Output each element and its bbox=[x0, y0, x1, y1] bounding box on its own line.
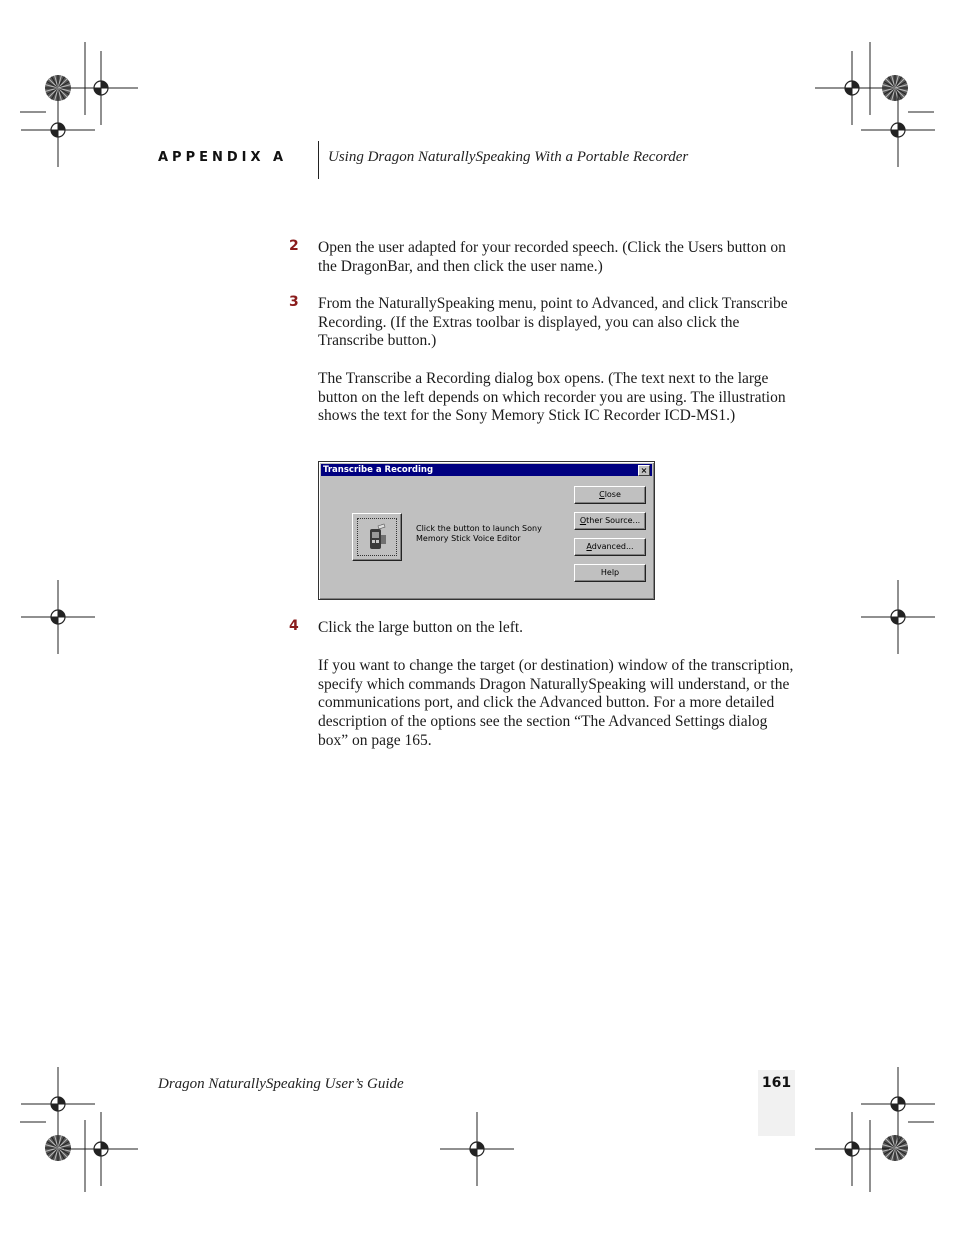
step-followup: If you want to change the target (or destination) window of the transcription, specify which commands Dragon NaturallySpeaking will understand, or the communications port, and click the Advanced button. For a more detailed description of the options see the section “The Advanced Settings dialog box” on page 165. bbox=[318, 657, 794, 749]
mnemonic: C bbox=[599, 490, 605, 499]
step-text: Open the user adapted for your recorded speech. (Click the Users button on the DragonBar, and then click the user name.) bbox=[318, 239, 786, 275]
step-number: 2 bbox=[289, 238, 299, 254]
crosshair-mark bbox=[815, 1112, 889, 1186]
starburst-mark bbox=[882, 1135, 908, 1161]
mnemonic: O bbox=[579, 516, 587, 525]
crosshair-mark bbox=[861, 580, 935, 654]
mnemonic: A bbox=[586, 542, 592, 551]
crosshair-mark bbox=[21, 93, 95, 167]
step-text: Click the large button on the left. bbox=[318, 619, 524, 636]
help-button[interactable]: Help bbox=[574, 564, 646, 582]
dialog-title: Transcribe a Recording bbox=[323, 465, 434, 475]
close-icon[interactable]: × bbox=[638, 465, 650, 476]
step-number: 4 bbox=[289, 618, 299, 634]
close-button-label: lose bbox=[604, 490, 621, 499]
crosshair-mark bbox=[440, 1112, 514, 1186]
crosshair-mark bbox=[64, 51, 138, 125]
chapter-title: Using Dragon NaturallySpeaking With a Portable Recorder bbox=[328, 149, 689, 165]
crosshair-mark bbox=[815, 51, 889, 125]
crosshair-mark bbox=[64, 1112, 138, 1186]
page-number: 161 bbox=[761, 1075, 792, 1091]
section-label: APPENDIX A bbox=[158, 150, 288, 165]
other-source-button-label: ther Source... bbox=[586, 516, 641, 525]
crosshair-mark bbox=[21, 1067, 95, 1141]
step-text: From the NaturallySpeaking menu, point to Advanced, and click Transcribe Recording. (If the Extras toolbar is displayed, you can also click the Transcribe button.) bbox=[318, 295, 788, 350]
crosshair-mark bbox=[861, 93, 935, 167]
launch-description: Click the button to launch Sony Memory Stick Voice Editor bbox=[416, 524, 542, 543]
book-title: Dragon NaturallySpeaking User’s Guide bbox=[158, 1076, 404, 1092]
crosshair-mark bbox=[21, 580, 95, 654]
step-followup: The Transcribe a Recording dialog box opens. (The text next to the large button on the left depends on which recorder you are using. The illustration shows the text for the Sony Memory Stick IC Recorder ICD-MS1.) bbox=[318, 370, 786, 425]
crosshair-mark bbox=[861, 1067, 935, 1141]
step-number: 3 bbox=[289, 294, 299, 310]
advanced-button-label: dvanced... bbox=[591, 542, 634, 551]
